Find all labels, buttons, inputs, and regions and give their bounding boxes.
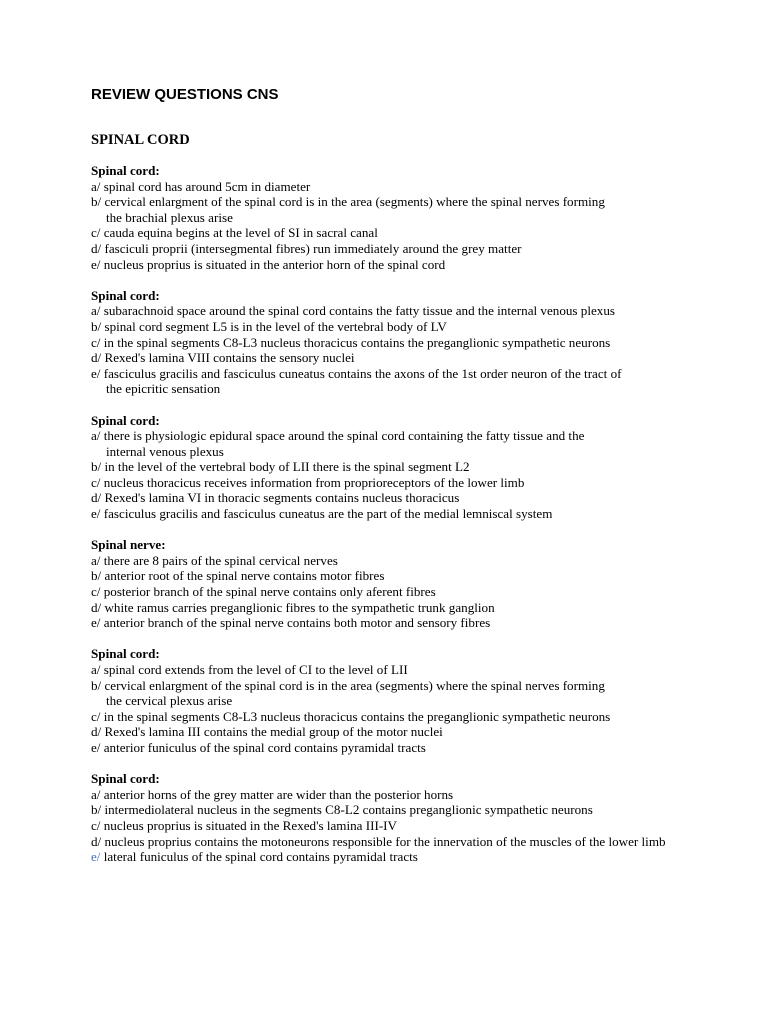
answer-option-c [91, 475, 691, 491]
option-marker: a/ [91, 552, 101, 568]
option-text: spinal cord extends from the level of CI to the level of LII [103, 662, 408, 677]
question-heading: Spinal cord: [91, 412, 160, 428]
option-marker: c/ [91, 708, 101, 724]
option-text: subarachnoid space around the spinal cord contains the fatty tissue and the internal venous plexus [103, 303, 615, 319]
answer-option-d [91, 834, 666, 850]
question-heading: Spinal cord: [91, 163, 160, 178]
option-text: spinal cord has around 5cm in diameter [103, 178, 311, 194]
option-marker: e/ [91, 365, 101, 381]
answer-option-b [91, 678, 691, 709]
option-text: in the spinal segments C8-L3 nucleus thoracicus contains the preganglionic sympathetic neurons [103, 334, 611, 350]
option-marker: b/ [91, 677, 102, 693]
option-text: anterior funiculus of the spinal cord contains pyramidal tracts [103, 739, 426, 755]
option-text: in the spinal segments C8-L3 nucleus thoracicus contains the preganglionic sympathetic neurons [103, 708, 611, 724]
option-text: anterior branch of the spinal nerve contains both motor and sensory fibres [103, 615, 491, 631]
answer-option-a [91, 303, 691, 319]
answer-option-a [91, 662, 691, 678]
option-marker: b/ [91, 802, 102, 818]
option-text: there is physiologic epidural space around the spinal cord containing the fatty tissue and the [103, 428, 585, 444]
option-text: Rexed's lamina III contains the medial group of the motor nuclei [104, 724, 443, 740]
answer-option-d [91, 600, 691, 616]
option-marker: a/ [91, 178, 101, 194]
option-marker: c/ [91, 225, 101, 241]
option-text: intermediolateral nucleus in the segments C8-L2 contains preganglionic sympathetic neurons [104, 802, 593, 818]
question-block [91, 646, 691, 755]
option-text: nucleus proprius is situated in the anterior horn of the spinal cord [103, 256, 446, 272]
option-marker: e/ [91, 256, 101, 272]
option-marker: c/ [91, 817, 101, 833]
question-heading: Spinal cord: [91, 771, 160, 787]
option-marker: d/ [91, 240, 102, 256]
answer-option-a [91, 787, 691, 803]
question-heading: Spinal nerve: [91, 537, 166, 553]
answer-option-e [91, 366, 691, 397]
question-block [91, 537, 691, 631]
option-marker: d/ [91, 350, 102, 366]
answer-option-c [91, 225, 691, 241]
option-text: nucleus proprius contains the motoneurons responsible for the innervation of the muscles of the lower limb [104, 833, 666, 849]
option-text: cervical enlargment of the spinal cord is in the area (segments) where the spinal nerves forming [104, 194, 605, 210]
answer-option-b [91, 319, 691, 335]
answer-option-b [91, 459, 691, 475]
answer-option-d [91, 241, 691, 257]
option-marker: e/ [91, 739, 101, 755]
answer-option-e [91, 615, 691, 631]
question-heading: Spinal cord: [91, 287, 160, 303]
section-title: SPINAL CORD [91, 132, 190, 148]
option-marker: e/ [91, 506, 101, 522]
question-block [91, 288, 691, 397]
option-marker: a/ [91, 428, 101, 444]
question-heading: Spinal cord: [91, 646, 160, 662]
option-text: Rexed's lamina VI in thoracic segments contains nucleus thoracicus [104, 490, 460, 506]
answer-option-d [91, 724, 691, 740]
answer-option-d [91, 350, 691, 366]
option-text: posterior branch of the spinal nerve contains only aferent fibres [103, 584, 436, 600]
option-marker: b/ [91, 459, 102, 475]
answer-option-e [91, 257, 691, 273]
option-text-continuation: the brachial plexus arise [106, 209, 233, 225]
option-text: fasciculus gracilis and fasciculus cuneatus contains the axons of the 1st order neuron of the tract of [103, 365, 622, 381]
option-text: in the level of the vertebral body of LII there is the spinal segment L2 [104, 459, 470, 475]
answer-option-e [91, 740, 691, 756]
option-marker: a/ [91, 786, 101, 802]
question-block [91, 163, 691, 272]
answer-option-a [91, 179, 691, 195]
option-text: white ramus carries preganglionic fibres to the sympathetic trunk ganglion [104, 599, 495, 615]
option-text: nucleus thoracicus receives information from proprioreceptors of the lower limb [103, 474, 525, 490]
option-text: anterior horns of the grey matter are wider than the posterior horns [103, 786, 454, 802]
answer-option-b [91, 802, 691, 818]
question-block [91, 413, 691, 522]
option-marker: e/ [91, 849, 101, 865]
option-text: nucleus proprius is situated in the Rexed's lamina III-IV [103, 817, 397, 833]
answer-option-c [91, 709, 691, 725]
option-text: lateral funiculus of the spinal cord contains pyramidal tracts [103, 849, 418, 865]
answer-option-e [91, 506, 691, 522]
option-text: cervical enlargment of the spinal cord is in the area (segments) where the spinal nerves forming [104, 677, 605, 693]
option-text-continuation: the cervical plexus arise [106, 693, 233, 709]
option-marker: d/ [91, 724, 102, 740]
answer-option-d [91, 490, 691, 506]
answer-option-c [91, 335, 691, 351]
option-text: Rexed's lamina VIII contains the sensory nuclei [104, 350, 355, 366]
question-block [91, 771, 691, 865]
option-marker: d/ [91, 833, 102, 849]
option-marker: a/ [91, 662, 101, 677]
option-marker: d/ [91, 490, 102, 506]
option-marker: c/ [91, 334, 101, 350]
option-text: fasciculi proprii (intersegmental fibres) run immediately around the grey matter [104, 240, 522, 256]
option-marker: d/ [91, 599, 102, 615]
answer-option-c [91, 584, 691, 600]
option-marker: a/ [91, 303, 101, 319]
document-title: REVIEW QUESTIONS CNS [91, 86, 279, 103]
option-text-continuation: internal venous plexus [106, 443, 224, 459]
answer-option-b [91, 568, 691, 584]
option-marker: b/ [91, 194, 102, 210]
answer-option-a [91, 428, 691, 459]
option-text: there are 8 pairs of the spinal cervical nerves [103, 552, 338, 568]
option-marker: b/ [91, 318, 102, 334]
answer-option-a [91, 553, 691, 569]
option-text: cauda equina begins at the level of SI in sacral canal [103, 225, 378, 241]
option-marker: b/ [91, 568, 102, 584]
answer-option-e [91, 849, 691, 865]
option-marker: c/ [91, 474, 101, 490]
answer-option-c [91, 818, 691, 834]
option-marker: c/ [91, 584, 101, 600]
option-marker: e/ [91, 615, 101, 631]
answer-option-b [91, 194, 691, 225]
option-text: anterior root of the spinal nerve contains motor fibres [104, 568, 385, 584]
option-text: fasciculus gracilis and fasciculus cuneatus are the part of the medial lemniscal system [103, 506, 553, 522]
option-text-continuation: the epicritic sensation [106, 381, 221, 397]
option-text: spinal cord segment L5 is in the level of the vertebral body of LV [104, 318, 447, 334]
questions-list [91, 163, 691, 865]
